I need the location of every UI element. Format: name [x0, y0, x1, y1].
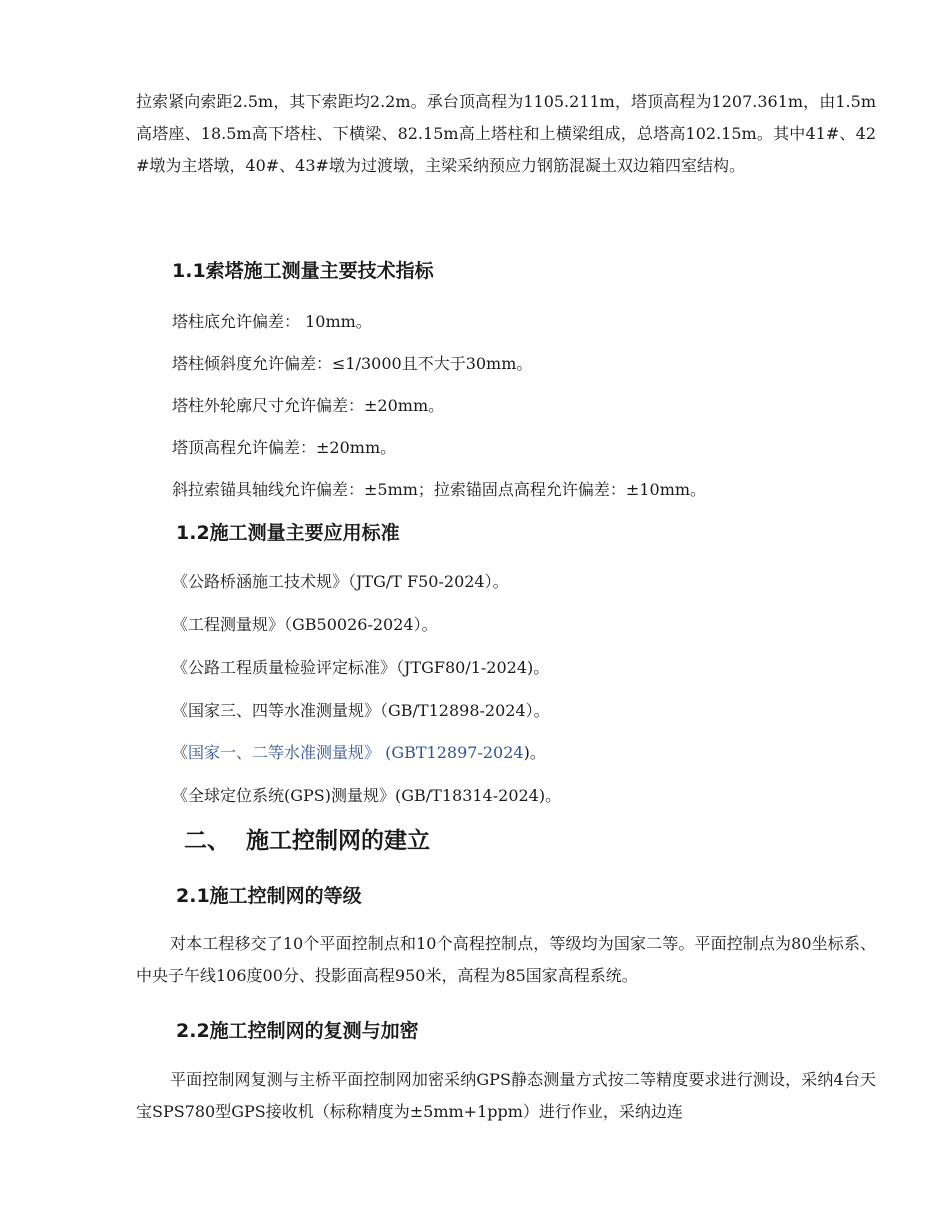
spec-item-2: 塔柱倾斜度允许偏差：≤1/3000且不大于30mm。 — [172, 354, 533, 373]
intro-paragraph: 拉索紧向索距2.5m，其下索距均2.2m。承台顶高程为1105.211m，塔顶高程为1207.361m，由1.5m高塔座、18.5m高下塔柱、下横梁、82.15m高上塔柱和上横梁组成，总塔高102.15m。其中41#、42#墩为主塔墩，40#、43#墩为过渡墩，主梁采纳预应力钢筋混凝土双边箱四室结构。 — [136, 92, 876, 175]
spec-item-3: 塔柱外轮廓尺寸允许偏差：±20mm。 — [172, 396, 445, 415]
section-2-1-heading: 2.1施工控制网的等级 — [176, 885, 362, 907]
standard-item-1: 《公路桥涵施工技术规》（JTG/T F50-2024）。 — [172, 572, 509, 591]
standard-item-3: 《公路工程质量检验评定标准》（JTGF80/1-2024)。 — [172, 658, 550, 677]
section-2-2-heading: 2.2施工控制网的复测与加密 — [176, 1020, 419, 1042]
standard-item-4: 《国家三、四等水准测量规》（GB/T12898-2024）。 — [172, 701, 550, 720]
standard-item-5-link[interactable]: 国家一、二等水准测量规》 (GBT12897-2024 — [188, 743, 524, 762]
standard-item-5[interactable] — [172, 741, 546, 765]
standard-item-5-close: )。 — [523, 743, 546, 762]
chapter-2-heading: 二、 施工控制网的建立 — [184, 828, 431, 854]
standard-item-2: 《工程测量规》（GB50026-2024）。 — [172, 615, 438, 634]
section-1-1-heading: 1.1索塔施工测量主要技术指标 — [172, 260, 434, 282]
section-2-1-paragraph: 对本工程移交了10个平面控制点和10个高程控制点，等级均为国家二等。平面控制点为80坐标系、中央子午线106度00分、投影面高程950米，高程为85国家高程系统。 — [136, 934, 876, 985]
standard-item-5-open-bracket: 《 — [172, 743, 189, 762]
spec-item-4: 塔顶高程允许偏差：±20mm。 — [172, 438, 397, 457]
spec-item-5: 斜拉索锚具轴线允许偏差：±5mm；拉索锚固点高程允许偏差：±10mm。 — [172, 480, 707, 499]
section-2-2-paragraph: 平面控制网复测与主桥平面控制网加密采纳GPS静态测量方式按二等精度要求进行测设，采纳4台天宝SPS780型GPS接收机（标称精度为±5mm+1ppm）进行作业，采纳边连 — [136, 1070, 876, 1121]
section-1-2-heading: 1.2施工测量主要应用标准 — [176, 522, 400, 544]
standard-item-6: 《全球定位系统(GPS)测量规》(GB/T18314-2024)。 — [172, 786, 562, 805]
spec-item-1: 塔柱底允许偏差： 10mm。 — [172, 312, 372, 331]
